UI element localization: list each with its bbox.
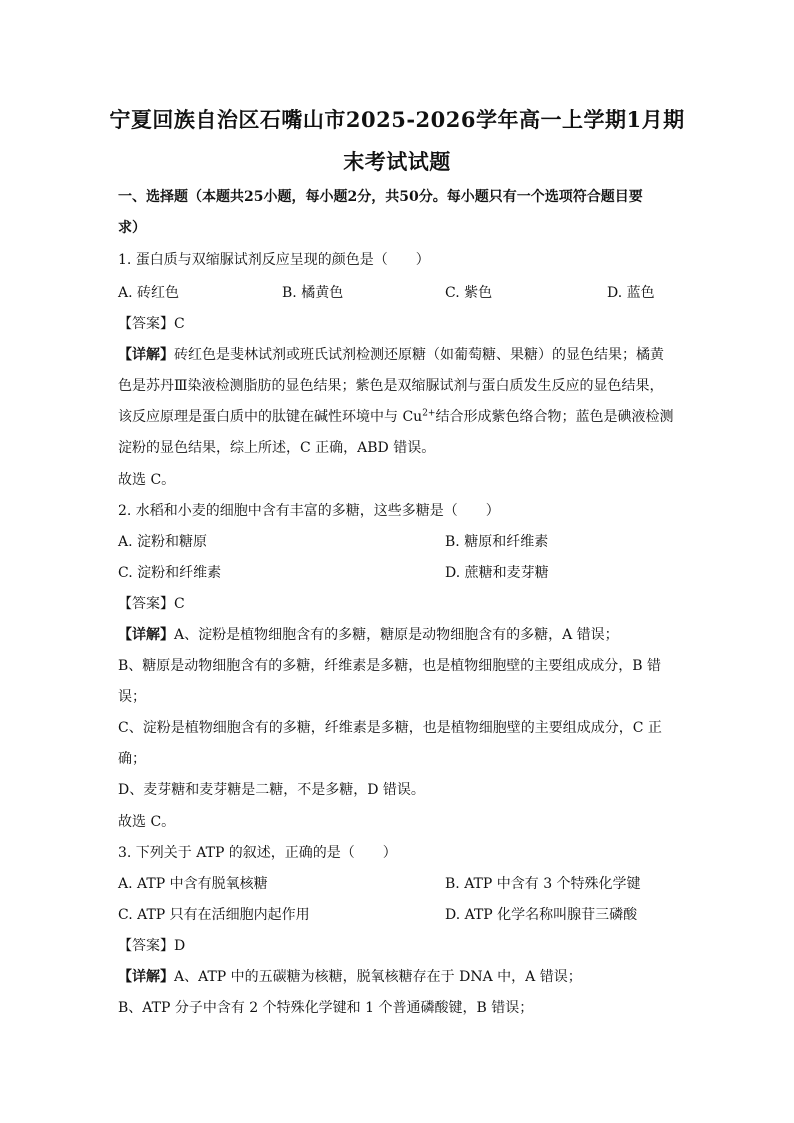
q2-option-d: D. 蔗糖和麦芽糖	[445, 565, 549, 581]
q1-conclusion: 故选 C。	[118, 472, 176, 488]
document-title-line1: 宁夏回族自治区石嘴山市2025-2026学年高一上学期1月期	[109, 107, 685, 132]
q3-analysis-line2: B、ATP 分子中含有 2 个特殊化学键和 1 个普通磷酸键，B 错误；	[118, 1000, 534, 1016]
q2-stem: 2. 水稻和小麦的细胞中含有丰富的多糖，这些多糖是（ ）	[118, 503, 500, 519]
q2-analysis-line5: 确；	[118, 751, 146, 767]
q2-analysis-line6: D、麦芽糖和麦芽糖是二糖，不是多糖，D 错误。	[118, 782, 425, 798]
q3-option-b: B. ATP 中含有 3 个特殊化学键	[445, 876, 641, 892]
q3-analysis-line1: 【详解】A、ATP 中的五碳糖为核糖，脱氧核糖存在于 DNA 中，A 错误；	[118, 969, 582, 985]
q3-option-a: A. ATP 中含有脱氧核糖	[118, 876, 268, 892]
q3-option-c: C. ATP 只有在活细胞内起作用	[118, 907, 310, 923]
cu-charge: 2+	[422, 408, 436, 419]
q1-option-a: A. 砖红色	[118, 285, 180, 301]
q2-analysis-line1: 【详解】A、淀粉是植物细胞含有的多糖，糖原是动物细胞含有的多糖，A 错误；	[118, 627, 619, 643]
q3-answer: 【答案】D	[118, 938, 186, 954]
q1-option-d: D. 蓝色	[607, 285, 655, 301]
q1-stem: 1. 蛋白质与双缩脲试剂反应呈现的颜色是（ ）	[118, 252, 430, 268]
q2-analysis-label: 【详解】	[118, 627, 174, 643]
q2-analysis-line2: B、糖原是动物细胞含有的多糖，纤维素是多糖，也是植物细胞壁的主要组成成分，B 错	[118, 658, 662, 674]
q2-analysis-line4: C、淀粉是植物细胞含有的多糖，纤维素是多糖，也是植物细胞壁的主要组成成分，C 正	[118, 720, 662, 736]
q1-analysis-line1: 【详解】砖红色是斐林试剂或班氏试剂检测还原糖（如葡萄糖、果糖）的显色结果；橘黄	[118, 347, 664, 363]
q1-analysis-line3: 该反应原理是蛋白质中的肽键在碱性环境中与 $Cu^{2+}$结合形成紫色络合物；蓝色是碘液检测	[118, 408, 674, 425]
q3-option-d: D. ATP 化学名称叫腺苷三磷酸	[445, 907, 638, 923]
q1-analysis-line4: 淀粉的显色结果，综上所述，C 正确，ABD 错误。	[118, 440, 436, 456]
q2-answer: 【答案】C	[118, 596, 185, 612]
q2-option-c: C. 淀粉和纤维素	[118, 565, 222, 581]
q1-answer: 【答案】C	[118, 316, 185, 332]
q2-conclusion: 故选 C。	[118, 814, 176, 830]
section-header-line2: 求）	[118, 220, 146, 236]
q1-analysis-line2: 色是苏丹Ⅲ染液检测脂肪的显色结果；紫色是双缩脲试剂与蛋白质发生反应的显色结果，	[118, 378, 664, 394]
q3-stem: 3. 下列关于 ATP 的叙述，正确的是（ ）	[118, 845, 397, 861]
q3-analysis-label: 【详解】	[118, 969, 174, 985]
q1-analysis-label: 【详解】	[118, 347, 174, 363]
q1-option-c: C. 紫色	[445, 285, 493, 301]
q1-option-b: B. 橘黄色	[282, 285, 344, 301]
q2-analysis-line3: 误；	[118, 689, 146, 705]
q2-option-a: A. 淀粉和糖原	[118, 534, 208, 550]
document-title-line2: 末考试试题	[343, 149, 451, 174]
q2-option-b: B. 糖原和纤维素	[445, 534, 549, 550]
section-header-line1: 一、选择题（本题共25小题，每小题2分，共50分。每小题只有一个选项符合题目要	[118, 189, 643, 205]
